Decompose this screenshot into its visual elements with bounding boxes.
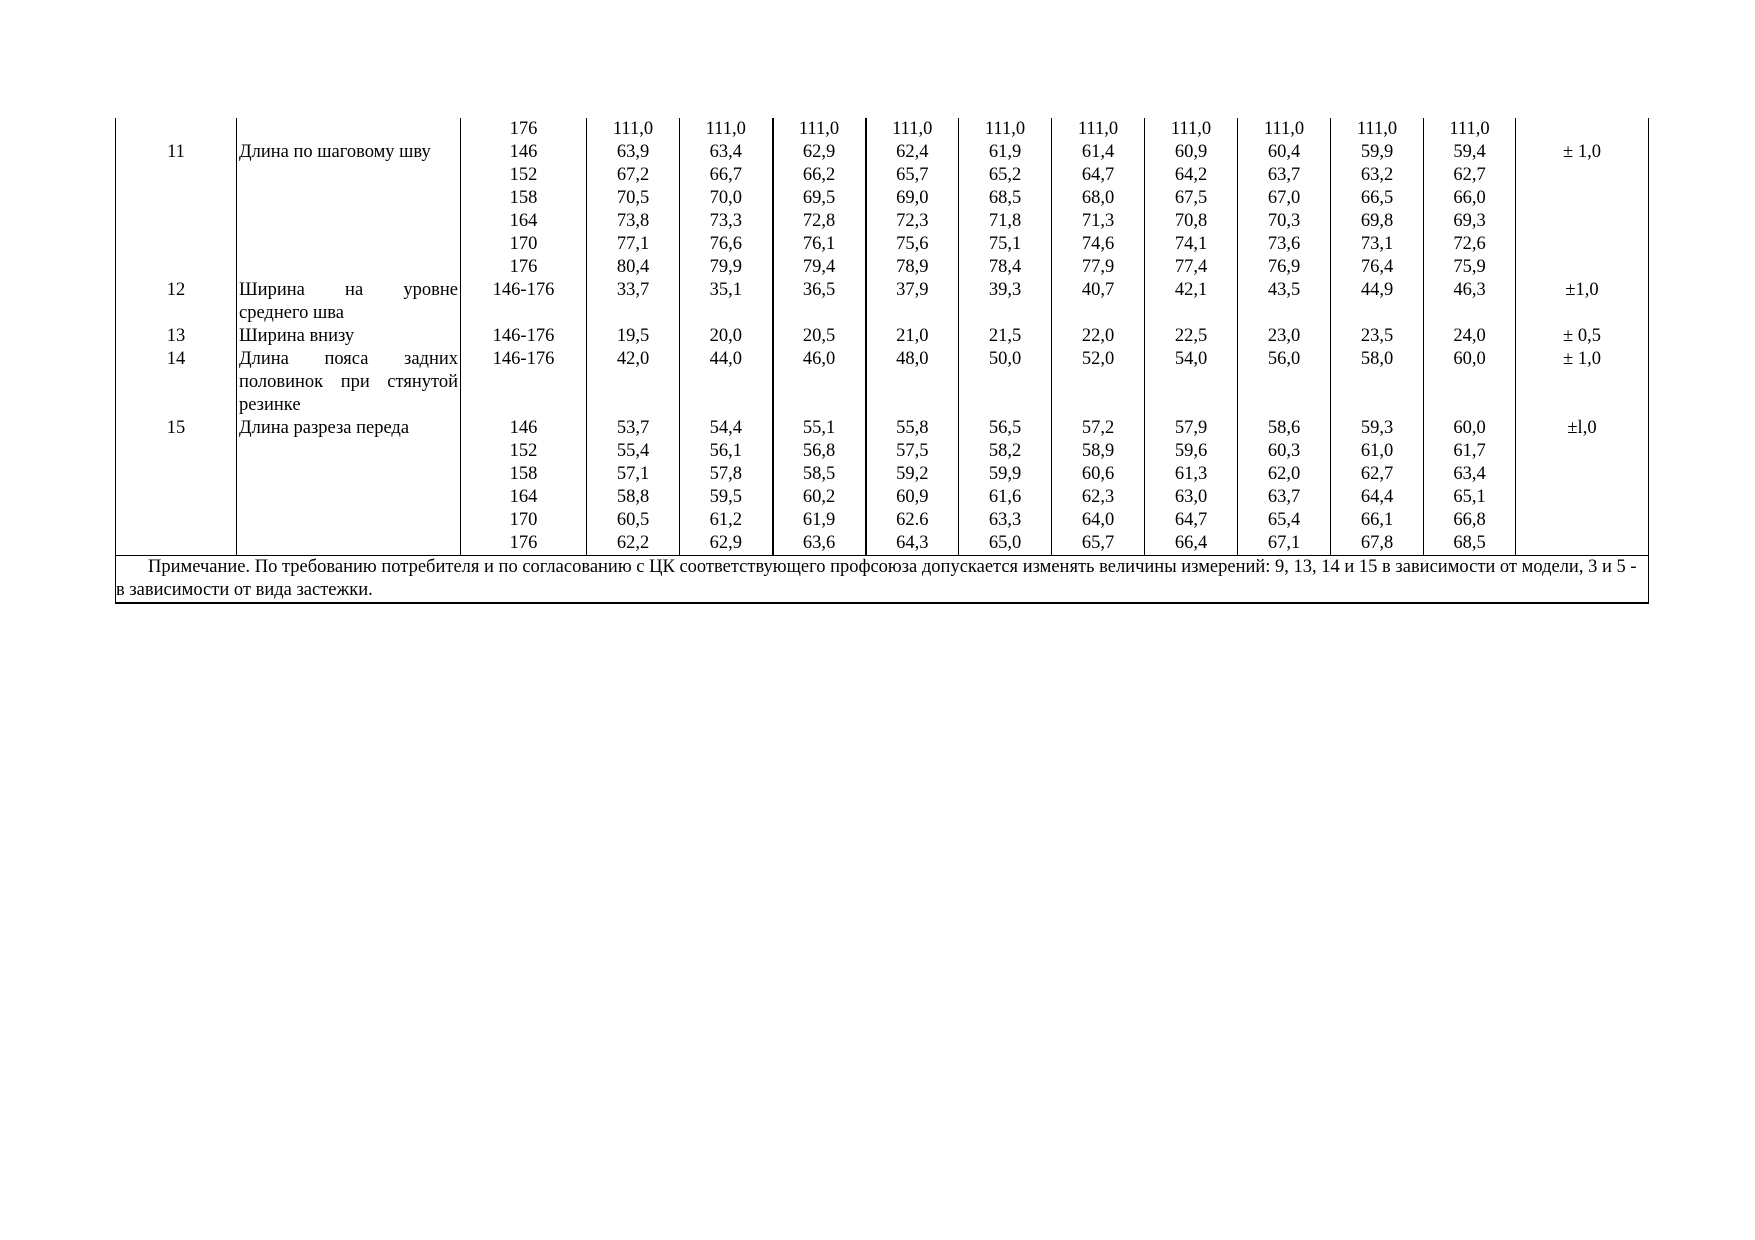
value-cell: 66,0 bbox=[1424, 187, 1516, 210]
height-size: 170 bbox=[461, 509, 587, 532]
value-cell: 65,2 bbox=[959, 164, 1052, 187]
value-cell: 65,0 bbox=[959, 532, 1052, 556]
table-row bbox=[116, 417, 1649, 440]
value-cell: 76,4 bbox=[1331, 256, 1424, 279]
value-cell: 53,7 bbox=[587, 417, 680, 440]
value-cell: 63,7 bbox=[1238, 486, 1331, 509]
value-cell: 56,1 bbox=[680, 440, 773, 463]
value-cell: 57,1 bbox=[587, 463, 680, 486]
value-cell: 71,3 bbox=[1052, 210, 1145, 233]
value-cell: 70,0 bbox=[680, 187, 773, 210]
value-cell: 58,0 bbox=[1331, 348, 1424, 417]
value-cell: 64,2 bbox=[1145, 164, 1238, 187]
table-row bbox=[116, 141, 1649, 164]
value-cell: 55,8 bbox=[866, 417, 959, 440]
value-cell: 73,1 bbox=[1331, 233, 1424, 256]
tolerance: ±l,0 bbox=[1516, 417, 1649, 556]
value-cell: 61,2 bbox=[680, 509, 773, 532]
value-cell: 56,5 bbox=[959, 417, 1052, 440]
value-cell: 42,1 bbox=[1145, 279, 1238, 325]
value-cell: 59,9 bbox=[1331, 141, 1424, 164]
value-cell: 67,8 bbox=[1331, 532, 1424, 556]
value-cell: 57,5 bbox=[866, 440, 959, 463]
value-cell: 72,3 bbox=[866, 210, 959, 233]
value-cell: 111,0 bbox=[1238, 118, 1331, 141]
value-cell: 111,0 bbox=[866, 118, 959, 141]
value-cell: 61,9 bbox=[959, 141, 1052, 164]
note-row bbox=[116, 556, 1649, 604]
value-cell: 63,4 bbox=[1424, 463, 1516, 486]
value-cell: 33,7 bbox=[587, 279, 680, 325]
value-cell: 56,8 bbox=[773, 440, 866, 463]
value-cell: 23,0 bbox=[1238, 325, 1331, 348]
measurement-name: Длина разреза переда bbox=[237, 417, 461, 556]
item-number: 15 bbox=[116, 417, 237, 556]
note-text: Примечание. По требованию потребителя и по согласованию с ЦК соответствующего профсоюза допускается изменять величины измерений: 9, 13, 14 и 15 в зависимости от модели, 3 и 5 - в зависимости от вида застежки. bbox=[116, 557, 1637, 600]
value-cell: 22,0 bbox=[1052, 325, 1145, 348]
measurements-table bbox=[115, 118, 1649, 604]
value-cell: 73,3 bbox=[680, 210, 773, 233]
value-cell: 111,0 bbox=[1331, 118, 1424, 141]
value-cell: 54,4 bbox=[680, 417, 773, 440]
value-cell: 75,6 bbox=[866, 233, 959, 256]
height-size: 164 bbox=[461, 210, 587, 233]
value-cell: 64,4 bbox=[1331, 486, 1424, 509]
value-cell: 74,6 bbox=[1052, 233, 1145, 256]
value-cell: 65,7 bbox=[1052, 532, 1145, 556]
value-cell: 75,1 bbox=[959, 233, 1052, 256]
value-cell: 24,0 bbox=[1424, 325, 1516, 348]
value-cell: 64,0 bbox=[1052, 509, 1145, 532]
height-size: 146 bbox=[461, 141, 587, 164]
value-cell: 60,0 bbox=[1424, 348, 1516, 417]
value-cell: 61,6 bbox=[959, 486, 1052, 509]
value-cell: 62,9 bbox=[680, 532, 773, 556]
value-cell: 57,9 bbox=[1145, 417, 1238, 440]
value-cell: 60,5 bbox=[587, 509, 680, 532]
value-cell: 67,0 bbox=[1238, 187, 1331, 210]
value-cell: 78,9 bbox=[866, 256, 959, 279]
height-size: 146-176 bbox=[461, 348, 587, 417]
value-cell: 62,4 bbox=[866, 141, 959, 164]
table-body bbox=[116, 118, 1649, 556]
height-size: 170 bbox=[461, 233, 587, 256]
value-cell: 59,3 bbox=[1331, 417, 1424, 440]
value-cell: 69,5 bbox=[773, 187, 866, 210]
value-cell: 65,1 bbox=[1424, 486, 1516, 509]
value-cell: 111,0 bbox=[587, 118, 680, 141]
measurement-name: Длина по шаговому шву bbox=[237, 141, 461, 279]
value-cell: 64,3 bbox=[866, 532, 959, 556]
value-cell: 111,0 bbox=[959, 118, 1052, 141]
value-cell: 64,7 bbox=[1052, 164, 1145, 187]
value-cell: 63,0 bbox=[1145, 486, 1238, 509]
value-cell: 66,1 bbox=[1331, 509, 1424, 532]
value-cell: 59,2 bbox=[866, 463, 959, 486]
tolerance bbox=[1516, 118, 1649, 141]
value-cell: 60,9 bbox=[866, 486, 959, 509]
value-cell: 60,0 bbox=[1424, 417, 1516, 440]
height-size: 152 bbox=[461, 440, 587, 463]
value-cell: 66,8 bbox=[1424, 509, 1516, 532]
item-number: 11 bbox=[116, 141, 237, 279]
height-size: 152 bbox=[461, 164, 587, 187]
value-cell: 60,9 bbox=[1145, 141, 1238, 164]
value-cell: 61,7 bbox=[1424, 440, 1516, 463]
tolerance: ± 1,0 bbox=[1516, 141, 1649, 279]
value-cell: 79,9 bbox=[680, 256, 773, 279]
value-cell: 39,3 bbox=[959, 279, 1052, 325]
value-cell: 62,9 bbox=[773, 141, 866, 164]
value-cell: 46,3 bbox=[1424, 279, 1516, 325]
value-cell: 37,9 bbox=[866, 279, 959, 325]
value-cell: 69,3 bbox=[1424, 210, 1516, 233]
value-cell: 20,5 bbox=[773, 325, 866, 348]
value-cell: 72,6 bbox=[1424, 233, 1516, 256]
height-size: 146 bbox=[461, 417, 587, 440]
value-cell: 57,2 bbox=[1052, 417, 1145, 440]
value-cell: 63,2 bbox=[1331, 164, 1424, 187]
value-cell: 21,0 bbox=[866, 325, 959, 348]
value-cell: 40,7 bbox=[1052, 279, 1145, 325]
value-cell: 65,4 bbox=[1238, 509, 1331, 532]
height-size: 176 bbox=[461, 532, 587, 556]
value-cell: 72,8 bbox=[773, 210, 866, 233]
height-size: 176 bbox=[461, 118, 587, 141]
value-cell: 60,3 bbox=[1238, 440, 1331, 463]
value-cell: 65,7 bbox=[866, 164, 959, 187]
value-cell: 62,2 bbox=[587, 532, 680, 556]
value-cell: 35,1 bbox=[680, 279, 773, 325]
value-cell: 62,3 bbox=[1052, 486, 1145, 509]
value-cell: 111,0 bbox=[1052, 118, 1145, 141]
value-cell: 66,5 bbox=[1331, 187, 1424, 210]
value-cell: 63,9 bbox=[587, 141, 680, 164]
tolerance: ± 1,0 bbox=[1516, 348, 1649, 417]
value-cell: 43,5 bbox=[1238, 279, 1331, 325]
value-cell: 68,0 bbox=[1052, 187, 1145, 210]
value-cell: 58,6 bbox=[1238, 417, 1331, 440]
value-cell: 69,0 bbox=[866, 187, 959, 210]
value-cell: 59,4 bbox=[1424, 141, 1516, 164]
value-cell: 77,1 bbox=[587, 233, 680, 256]
value-cell: 64,7 bbox=[1145, 509, 1238, 532]
value-cell: 60,2 bbox=[773, 486, 866, 509]
value-cell: 59,6 bbox=[1145, 440, 1238, 463]
value-cell: 69,8 bbox=[1331, 210, 1424, 233]
value-cell: 63,3 bbox=[959, 509, 1052, 532]
value-cell: 63,7 bbox=[1238, 164, 1331, 187]
value-cell: 58,8 bbox=[587, 486, 680, 509]
value-cell: 52,0 bbox=[1052, 348, 1145, 417]
value-cell: 23,5 bbox=[1331, 325, 1424, 348]
value-cell: 61,3 bbox=[1145, 463, 1238, 486]
measurement-name: Ширина внизу bbox=[237, 325, 461, 348]
height-size: 164 bbox=[461, 486, 587, 509]
value-cell: 70,3 bbox=[1238, 210, 1331, 233]
value-cell: 76,6 bbox=[680, 233, 773, 256]
value-cell: 19,5 bbox=[587, 325, 680, 348]
tolerance: ± 0,5 bbox=[1516, 325, 1649, 348]
item-number: 14 bbox=[116, 348, 237, 417]
value-cell: 55,1 bbox=[773, 417, 866, 440]
value-cell: 68,5 bbox=[959, 187, 1052, 210]
value-cell: 67,5 bbox=[1145, 187, 1238, 210]
height-size: 176 bbox=[461, 256, 587, 279]
value-cell: 67,1 bbox=[1238, 532, 1331, 556]
value-cell: 50,0 bbox=[959, 348, 1052, 417]
table-row bbox=[116, 279, 1649, 325]
height-size: 158 bbox=[461, 463, 587, 486]
value-cell: 66,7 bbox=[680, 164, 773, 187]
note-cell bbox=[116, 556, 1649, 604]
value-cell: 57,8 bbox=[680, 463, 773, 486]
value-cell: 111,0 bbox=[680, 118, 773, 141]
value-cell: 59,9 bbox=[959, 463, 1052, 486]
value-cell: 42,0 bbox=[587, 348, 680, 417]
measurement-name bbox=[237, 118, 461, 141]
value-cell: 78,4 bbox=[959, 256, 1052, 279]
value-cell: 61,0 bbox=[1331, 440, 1424, 463]
item-number bbox=[116, 118, 237, 141]
value-cell: 36,5 bbox=[773, 279, 866, 325]
measurement-name: Ширина на уровне среднего шва bbox=[237, 279, 461, 325]
value-cell: 58,2 bbox=[959, 440, 1052, 463]
value-cell: 75,9 bbox=[1424, 256, 1516, 279]
table-row bbox=[116, 348, 1649, 417]
value-cell: 61,4 bbox=[1052, 141, 1145, 164]
value-cell: 74,1 bbox=[1145, 233, 1238, 256]
value-cell: 76,1 bbox=[773, 233, 866, 256]
height-size: 146-176 bbox=[461, 325, 587, 348]
value-cell: 111,0 bbox=[773, 118, 866, 141]
value-cell: 44,0 bbox=[680, 348, 773, 417]
value-cell: 73,8 bbox=[587, 210, 680, 233]
item-number: 13 bbox=[116, 325, 237, 348]
value-cell: 63,6 bbox=[773, 532, 866, 556]
value-cell: 56,0 bbox=[1238, 348, 1331, 417]
value-cell: 60,6 bbox=[1052, 463, 1145, 486]
value-cell: 73,6 bbox=[1238, 233, 1331, 256]
measurement-name: Длина пояса задних половинок при стянутой резинке bbox=[237, 348, 461, 417]
value-cell: 111,0 bbox=[1424, 118, 1516, 141]
value-cell: 62,7 bbox=[1331, 463, 1424, 486]
value-cell: 20,0 bbox=[680, 325, 773, 348]
value-cell: 62,0 bbox=[1238, 463, 1331, 486]
value-cell: 46,0 bbox=[773, 348, 866, 417]
value-cell: 79,4 bbox=[773, 256, 866, 279]
value-cell: 68,5 bbox=[1424, 532, 1516, 556]
table-row bbox=[116, 325, 1649, 348]
value-cell: 66,2 bbox=[773, 164, 866, 187]
tolerance: ±1,0 bbox=[1516, 279, 1649, 325]
value-cell: 54,0 bbox=[1145, 348, 1238, 417]
value-cell: 48,0 bbox=[866, 348, 959, 417]
value-cell: 62.6 bbox=[866, 509, 959, 532]
table-row bbox=[116, 118, 1649, 141]
item-number: 12 bbox=[116, 279, 237, 325]
value-cell: 21,5 bbox=[959, 325, 1052, 348]
value-cell: 76,9 bbox=[1238, 256, 1331, 279]
value-cell: 71,8 bbox=[959, 210, 1052, 233]
value-cell: 77,9 bbox=[1052, 256, 1145, 279]
value-cell: 61,9 bbox=[773, 509, 866, 532]
value-cell: 22,5 bbox=[1145, 325, 1238, 348]
value-cell: 80,4 bbox=[587, 256, 680, 279]
value-cell: 66,4 bbox=[1145, 532, 1238, 556]
value-cell: 62,7 bbox=[1424, 164, 1516, 187]
value-cell: 67,2 bbox=[587, 164, 680, 187]
value-cell: 55,4 bbox=[587, 440, 680, 463]
value-cell: 63,4 bbox=[680, 141, 773, 164]
value-cell: 60,4 bbox=[1238, 141, 1331, 164]
value-cell: 77,4 bbox=[1145, 256, 1238, 279]
height-size: 158 bbox=[461, 187, 587, 210]
value-cell: 70,8 bbox=[1145, 210, 1238, 233]
height-size: 146-176 bbox=[461, 279, 587, 325]
value-cell: 58,5 bbox=[773, 463, 866, 486]
value-cell: 44,9 bbox=[1331, 279, 1424, 325]
value-cell: 58,9 bbox=[1052, 440, 1145, 463]
value-cell: 59,5 bbox=[680, 486, 773, 509]
value-cell: 70,5 bbox=[587, 187, 680, 210]
value-cell: 111,0 bbox=[1145, 118, 1238, 141]
